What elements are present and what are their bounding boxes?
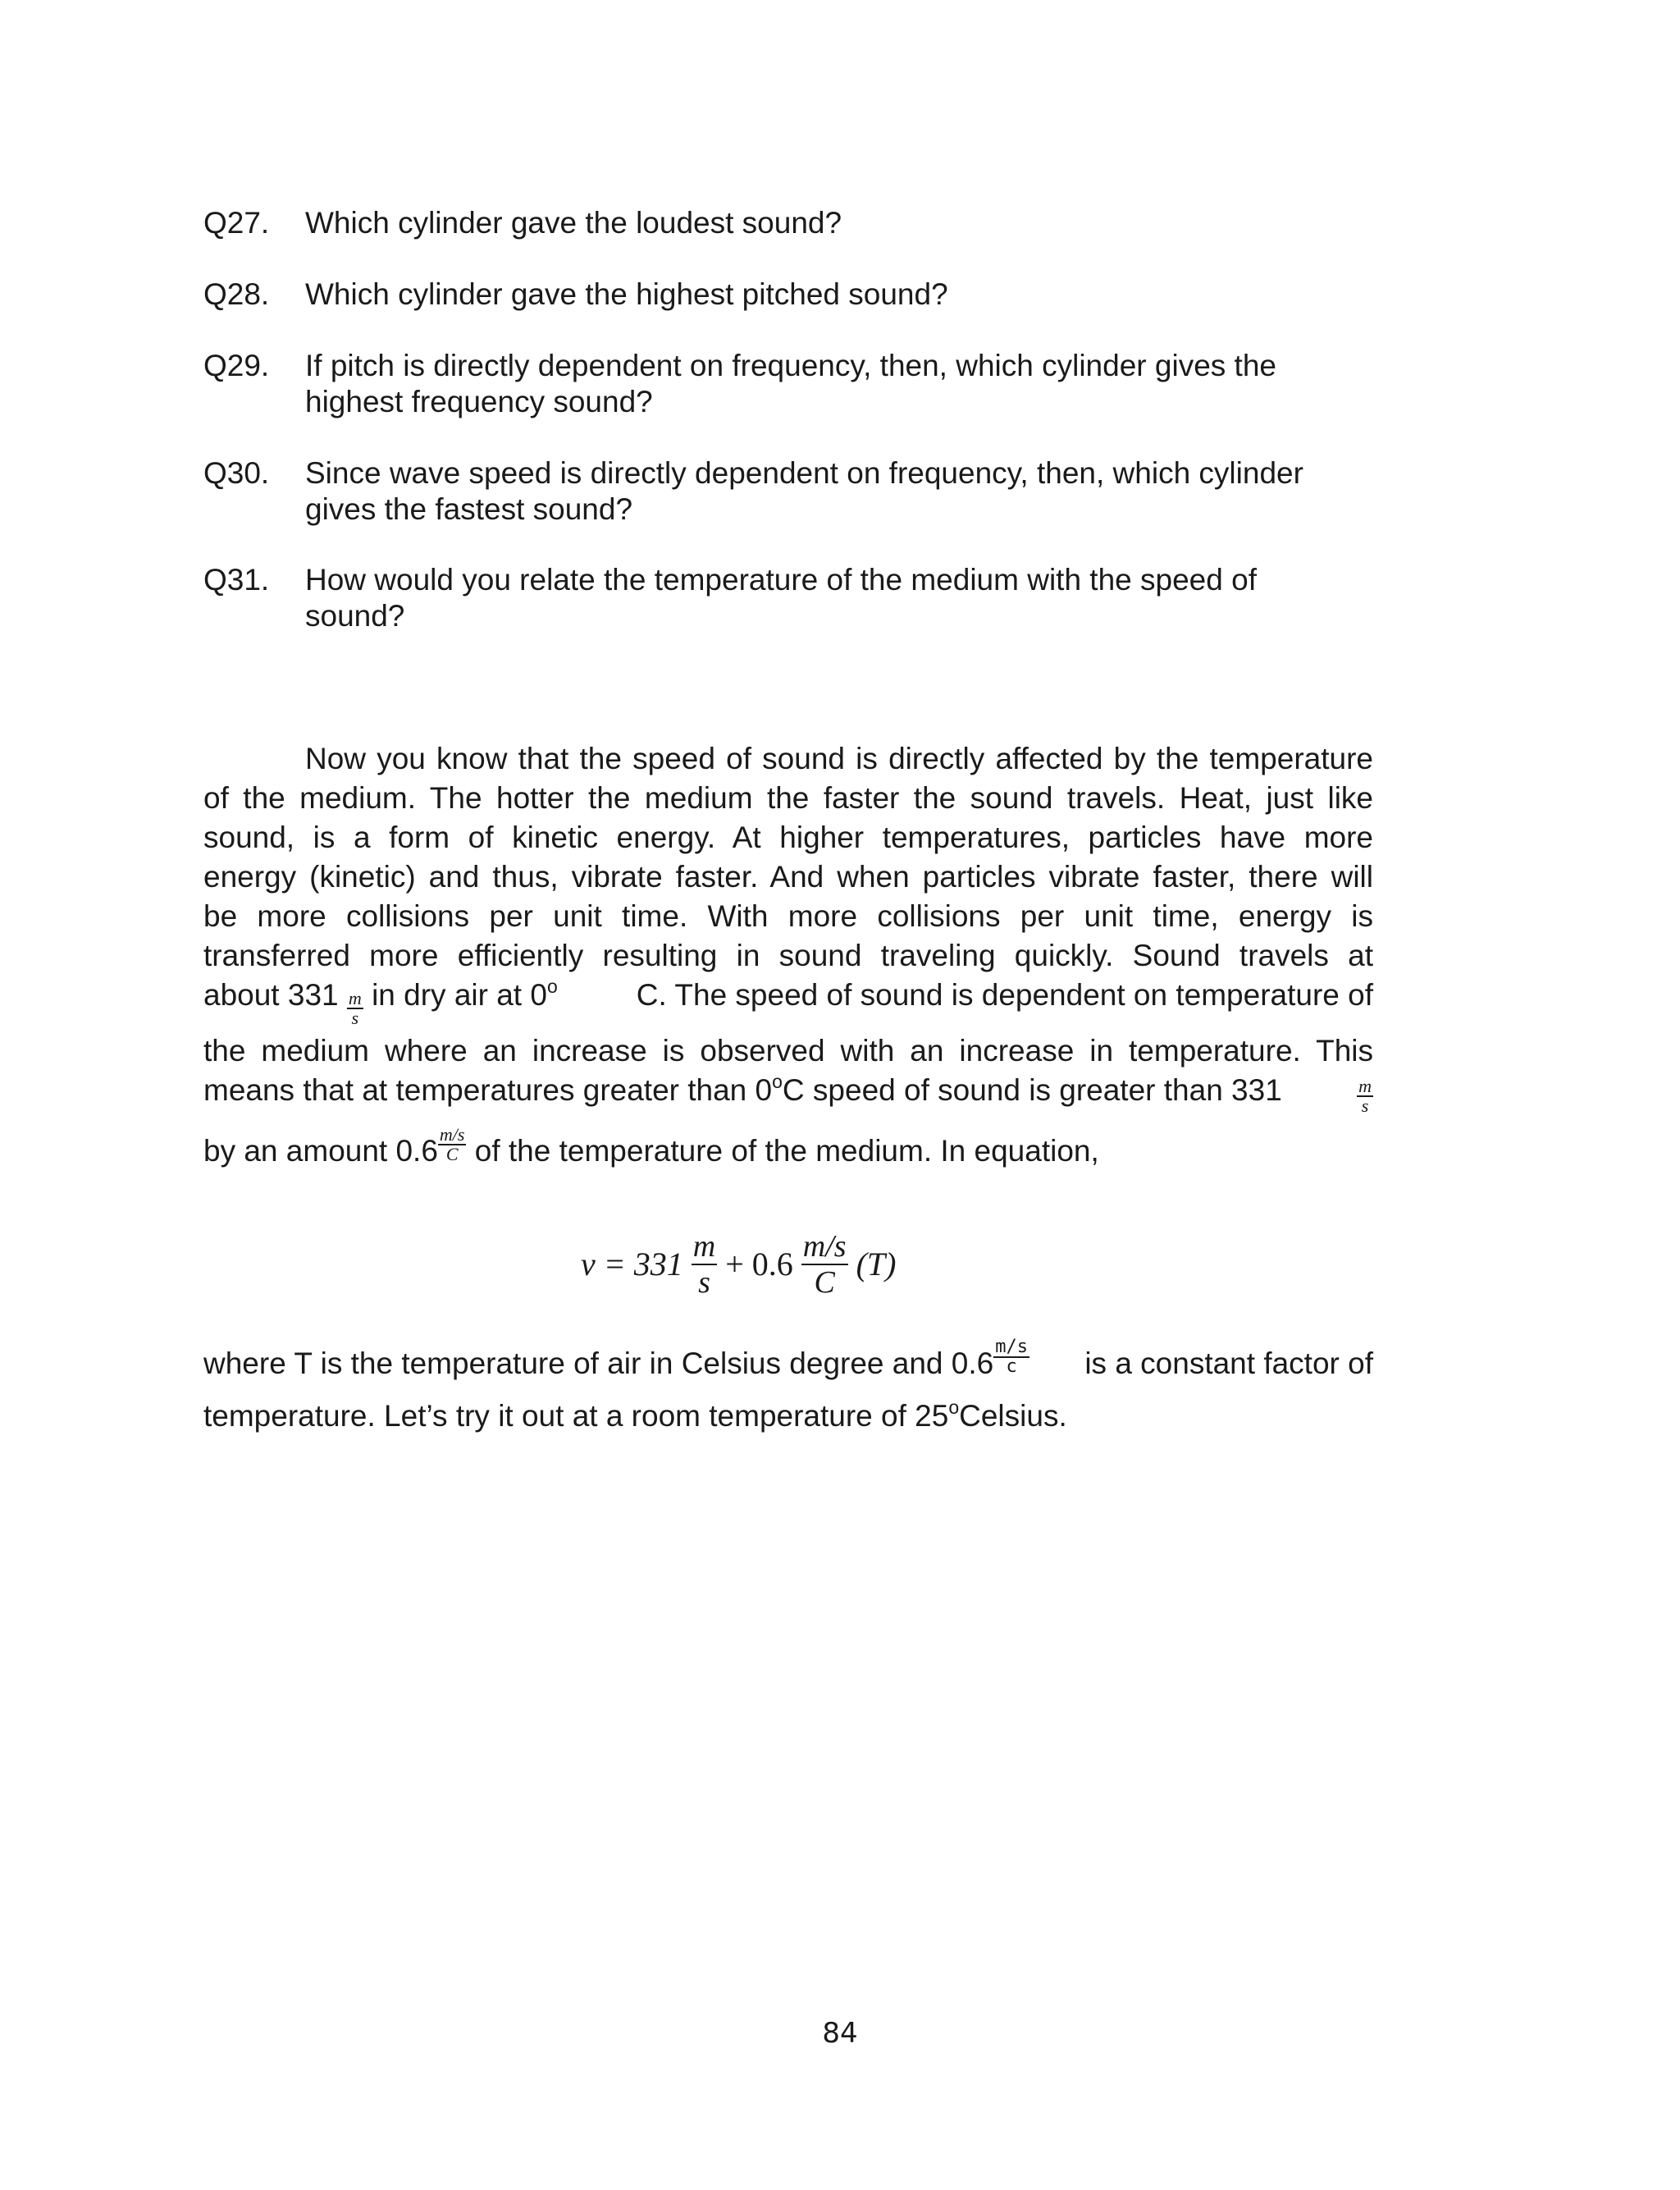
paragraph-line (203, 1397, 1373, 1436)
fraction-denominator: s (1361, 1095, 1369, 1116)
question-text: highest frequency sound? (305, 385, 653, 418)
equation-plus-term: + 0.6 (725, 1246, 793, 1282)
question-number: Q31. (203, 563, 270, 597)
equation-unit-m-per-s (692, 1229, 717, 1300)
equation-unit-m-s-per-c (801, 1229, 848, 1300)
text-speed-dependent: C. The speed of sound is dependent on temperature of (636, 978, 1373, 1012)
question-number: Q30. (203, 456, 270, 490)
paragraph-line: sound, is a form of kinetic energy. At higher temperatures, particles have more (203, 821, 1373, 854)
fraction-numerator: m/s (802, 1229, 847, 1264)
question-text: sound? (305, 599, 405, 633)
question-text: How would you relate the temperature of the medium with the speed of (305, 563, 1257, 597)
page-number: 84 (822, 2017, 858, 2050)
paragraph-line (203, 1124, 1373, 1172)
speed-of-sound-equation (581, 1229, 896, 1300)
degree-mark: o (546, 975, 558, 997)
fraction-denominator: C (814, 1265, 835, 1300)
fraction-denominator: s (698, 1265, 710, 1300)
paragraph-line: transferred more efficiently resulting in sound traveling quickly. Sound travels at (203, 939, 1373, 972)
unit-m-s-per-c-fraction (993, 1338, 1029, 1376)
paragraph-line: be more collisions per unit time. With more collisions per unit time, energy is (203, 899, 1373, 933)
paragraph-line: energy (kinetic) and thus, vibrate faster. And when particles vibrate faster, there will (203, 860, 1373, 894)
paragraph-line: Now you know that the speed of sound is directly affected by the temperature (305, 742, 1373, 775)
question-number: Q29. (203, 349, 270, 382)
fraction-numerator: m (692, 1229, 716, 1264)
fraction-denominator: C (445, 1144, 459, 1165)
text-dry-air: in dry air at 0 (372, 978, 547, 1012)
paragraph-line (203, 1070, 1373, 1116)
question-number: Q27. (203, 206, 270, 240)
fraction-numerator: m (348, 988, 362, 1009)
question-number: Q28. (203, 277, 270, 311)
paragraph-line: of the medium. The hotter the medium the faster the sound travels. Heat, just like (203, 781, 1373, 815)
fraction-numerator: m (1358, 1076, 1372, 1096)
text-greater-than-0: means that at temperatures greater than 0 (203, 1073, 773, 1107)
degree-mark: o (948, 1396, 960, 1418)
paragraph-line: the medium where an increase is observed with an increase in temperature. This (203, 1034, 1373, 1068)
unit-m-per-s-fraction (1357, 1077, 1373, 1115)
fraction-numerator: m/s (439, 1124, 465, 1145)
fraction-numerator: m/s (995, 1337, 1028, 1358)
text-about-331: about 331 (203, 978, 339, 1012)
unit-m-s-per-c-fraction (438, 1126, 467, 1164)
equation-lhs: v = 331 (581, 1246, 683, 1282)
equation-tail: (T) (856, 1246, 897, 1282)
text-of-the-temperature: of the temperature of the medium. In equation, (474, 1134, 1099, 1168)
paragraph-line (203, 1337, 1373, 1384)
unit-m-per-s-fraction (347, 990, 363, 1027)
text-where-t: where T is the temperature of air in Celsius degree and 0.6 (203, 1346, 994, 1380)
fraction-denominator: c (1006, 1356, 1017, 1378)
text-greater-than-331: C speed of sound is greater than 331 (782, 1073, 1282, 1107)
paragraph-line (203, 975, 1373, 1029)
text-room-temperature: temperature. Let’s try it out at a room temperature of 25 (203, 1399, 949, 1433)
question-text: If pitch is directly dependent on frequency, then, which cylinder gives the (305, 349, 1276, 382)
text-by-an-amount: by an amount 0.6 (203, 1134, 438, 1168)
question-text: Which cylinder gave the loudest sound? (305, 206, 842, 240)
question-text: gives the fastest sound? (305, 492, 633, 526)
question-text: Since wave speed is directly dependent on frequency, then, which cylinder (305, 456, 1303, 490)
text-constant-factor: is a constant factor of (1084, 1346, 1373, 1380)
question-text: Which cylinder gave the highest pitched sound? (305, 277, 948, 311)
degree-mark: o (772, 1070, 783, 1092)
text-celsius: Celsius. (959, 1399, 1067, 1433)
fraction-denominator: s (351, 1008, 359, 1029)
